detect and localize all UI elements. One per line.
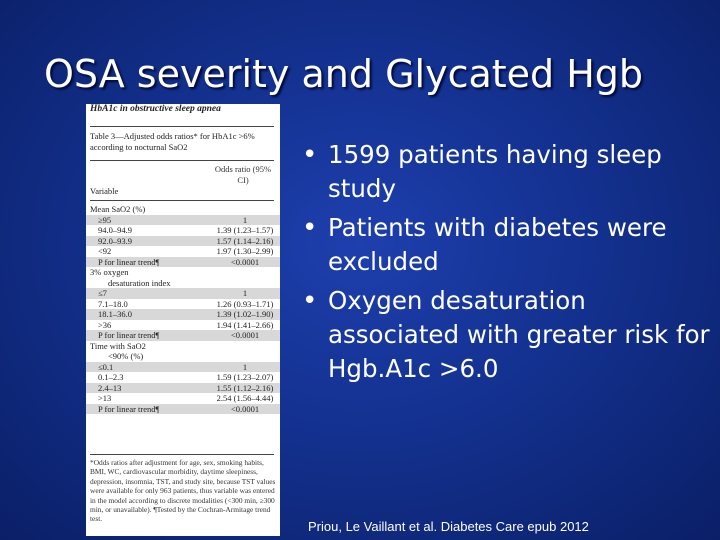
column-header-odds-ratio: Odds ratio (95% CI): [214, 164, 272, 185]
bullet-dot-icon: •: [302, 213, 318, 243]
table-row-label: <90% (%): [108, 351, 144, 361]
table-row-value: 1: [242, 214, 248, 225]
table-row-label: Time with SaO2: [90, 340, 146, 351]
table-row: [86, 299, 280, 310]
table-row-label: ≤7: [98, 288, 107, 298]
table-row: [86, 393, 280, 404]
table-row-label: ≥95: [98, 214, 112, 225]
table-header-rule: [90, 160, 274, 161]
table-row-value: <0.0001: [230, 256, 260, 267]
table-row: [86, 267, 280, 278]
table-row-value: <0.0001: [230, 330, 260, 340]
table-footnote: *Odds ratios after adjustment for age, sex, smoking habits, BMI, WC, cardiovascular morbidity, daytime sleepiness, depression, insomnia, TST, and study site, because TST values were available for only 963 patients, thus variable was entered in the model according to discrete modalities (<300 min, ≥300 min, or unavailable). ¶Tested by the Cochran-Armitage trend test.: [90, 458, 276, 524]
table-row: [86, 236, 280, 247]
bullet-dot-icon: •: [302, 286, 318, 316]
table-row-label: >13: [98, 393, 112, 403]
table-row-label: 2.4–13: [98, 382, 122, 393]
table-row-value: 1.39 (1.23–1.57): [216, 225, 274, 235]
study-table-image: [86, 104, 280, 536]
bullet-dot-icon: •: [302, 140, 318, 170]
table-row-value: 1.59 (1.23–2.07): [216, 372, 274, 382]
table-row: [86, 383, 280, 394]
table-row-value: 1.94 (1.41–2.66): [216, 319, 274, 330]
table-row-label: ≤0.1: [98, 361, 114, 372]
table-row-value: <0.0001: [230, 403, 260, 414]
table-row-label: 7.1–18.0: [98, 298, 128, 309]
slide-title: OSA severity and Glycated Hgb: [44, 52, 644, 96]
table-row: [86, 404, 280, 415]
table-row: [86, 362, 280, 373]
bullet-text: 1599 patients having sleep study: [328, 140, 662, 203]
table-row-value: 1: [242, 288, 248, 298]
table-body-rule: [90, 200, 274, 201]
table-row-value: 1.57 (1.14–2.16): [216, 235, 274, 246]
table-row: [86, 341, 280, 352]
table-row-label: P for linear trend¶: [98, 256, 160, 267]
table-row: [86, 246, 280, 257]
bullet-item: [300, 138, 710, 206]
table-row-value: 1: [242, 361, 248, 372]
column-header-variable: Variable: [90, 186, 119, 196]
bullet-list: [300, 138, 710, 391]
table-row: [86, 330, 280, 341]
table-row-label: 94.0–94.9: [98, 225, 132, 235]
bullet-item: [300, 211, 710, 279]
table-row-label: P for linear trend¶: [98, 330, 160, 340]
bullet-item: [300, 284, 710, 386]
table-caption: Table 3—Adjusted odds ratios* for HbA1c >6% according to nocturnal SaO2: [90, 131, 255, 152]
bullet-text: Oxygen desaturation associated with greater risk for Hgb.A1c >6.0: [328, 286, 710, 383]
table-row: [86, 215, 280, 226]
table-bottom-rule: [90, 454, 274, 455]
table-row-value: 2.54 (1.56–4.44): [216, 393, 274, 403]
table-row: [86, 351, 280, 362]
table-row-label: desaturation index: [108, 277, 171, 288]
table-row: [86, 320, 280, 331]
bullet-text: Patients with diabetes were excluded: [328, 213, 667, 276]
table-row: [86, 309, 280, 320]
table-row-value: 1.39 (1.02–1.90): [216, 309, 274, 319]
table-row-label: 0.1–2.3: [98, 372, 124, 382]
table-row-label: >36: [98, 319, 112, 330]
table-row: [86, 257, 280, 268]
table-row-value: 1.97 (1.30–2.99): [216, 246, 274, 256]
table-row: [86, 372, 280, 383]
table-row-value: 1.26 (0.93–1.71): [216, 298, 274, 309]
table-row: [86, 204, 280, 215]
table-row-label: <92: [98, 246, 112, 256]
table-header-fragment: HbA1c in obstructive sleep apnea: [90, 104, 221, 114]
table-row-label: 92.0–93.9: [98, 235, 132, 246]
table-row-label: 18.1–36.0: [98, 309, 132, 319]
table-row-value: 1.55 (1.12–2.16): [216, 382, 274, 393]
table-row-label: Mean SaO2 (%): [90, 204, 146, 214]
table-top-rule: [90, 126, 274, 127]
table-row: [86, 225, 280, 236]
table-row-label: P for linear trend¶: [98, 403, 160, 414]
table-row-label: 3% oxygen: [90, 267, 129, 277]
table-body: [86, 204, 280, 414]
table-row: [86, 278, 280, 289]
citation: Priou, Le Vaillant et al. Diabetes Care epub 2012: [308, 519, 589, 534]
table-row: [86, 288, 280, 299]
